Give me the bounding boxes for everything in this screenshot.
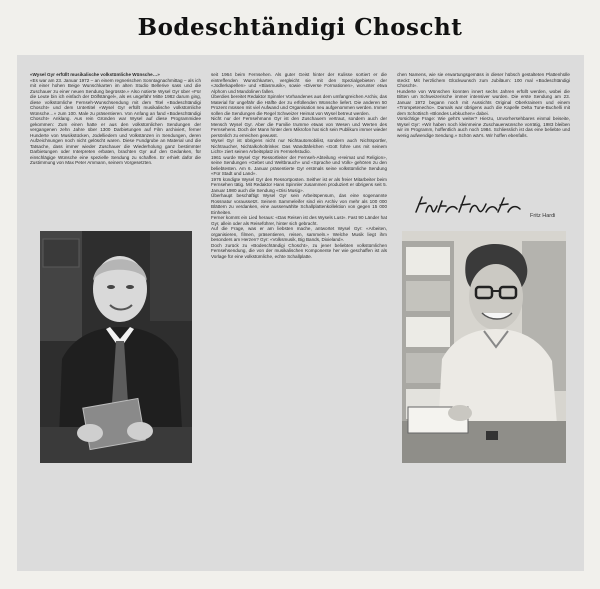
presenter-illustration	[40, 231, 192, 463]
right-text-column	[397, 72, 570, 182]
presenter-photo	[40, 231, 192, 463]
middle-paragraph: Ferner kommt ein Lied heraus: «Das Reisen ist des Wysels Lust». Fast 90 Länder hat Gyr, allein oder als Reiseführer, hinter sich gebracht.	[211, 215, 387, 226]
lead-heading: «Wysel Gyr erfüllt musikalische volkstümliche Wünsche…»	[30, 72, 160, 77]
middle-paragraph: 1976 kündigte Wysel Gyr den Ressortposten. Seither ist er als freier Mitarbeiter beim Fernsehen tätig. Mit Redaktor Hans Spinnler zusammen produziert er übrigens seit 5. Januar 1980 auch die Sendung «Oisi Musig».	[211, 176, 387, 193]
middle-text-column	[211, 72, 387, 564]
middle-paragraph: Nicht nur der Fernsehmann Gyr ist den Zuschauern vertraut, sondern auch der Mensch Wysel Gyr. Aber die Familie trumme etwas von Wesen und Werten des Fernsehens. Doch der Mann hinter dem Mikrofon hat sich sein Publikum immer wieder persönlich zu erreichen gewusst.	[211, 116, 387, 138]
middle-paragraph: Doch zurück zu «Bodeschtändigi Choscht», zu jener beliebten volkstümlichen Fernsehsendung, die von der musikalischen Komponente her wie geschaffen ist als Vorlage für eine volkstümliche, echte Schallplatte.	[211, 242, 387, 259]
page-title: Bodeschtändigi Choscht	[137, 14, 463, 41]
signature-caption: Fritz Hardi	[530, 213, 556, 219]
middle-paragraph: 1961 wurde Wysel Gyr Ressortleiter der Fernseh-Abteilung «Heimat und Religion», seine Sendungen «Gebet und Weltbrauch» und «Sprache und Volk» gehören zu den beliebtesten. Am 6. Januar präsentierte Gyr erstmals seine volkstümliche Sendung «Für Stadt und Land».	[211, 154, 387, 176]
signature-drawing	[412, 192, 524, 220]
archivist-photo	[402, 231, 566, 463]
middle-paragraph: Überhaupt beschäftigt Wysel Gyr sein Arbeitspensum, das eine sogenannte Rossnatur voraussetzt. Seinem Sammeleifer sind ein Archiv von mehr als 100 000 Blättern zu verdanken, eine ausserwählte Schallplattenkollektion von gegen 15 000 Einheiten.	[211, 193, 387, 215]
archivist-illustration	[402, 231, 566, 463]
middle-paragraph: Auf die Frage, was er am liebsten mache, antwortet Wysel Gyr: «Arbeiten, organisieren, filmen, präsentieren, reisen, sammeln.» Welche Musik liegt ihm besonders am Herzen? Gyr: «Volksmusik, Big Bands, Dixieland».	[211, 226, 387, 242]
right-paragraph: chen Namens, wie sie erwartungsgemäss in dieser hübsch gestalteten Plattenhülle steckt: Mit herzlichem Glückwunsch zum Jubiläum: 100 mal «Bodeschtändigi Choscht».	[397, 72, 570, 88]
right-paragraph: Vorsichtige Frage: Wie geht's weiter? Hierzu, Unvorhersehbares einmal beiseite, Wysel Gyr: «Wir haben noch kleinmeine Zuschauerwünsche vorrätig, 1983 bleiben wir im Programm, hoffentlich auch noch 1984. Schliesslich ist das eine beliebte und wenig aufwendige Sendung.» Schön wär's. Wir hoffen ebenfalls.	[397, 116, 570, 138]
signature	[412, 192, 524, 220]
middle-paragraph: seit 1964 beim Fernsehen. Als guter Geist hinter der Kulisse sortiert er die eintreffenden Wunschkarten, vergleicht sie mit den Spezialgebieten der «Jodlerkapellen» und «Blasmusik», sowie «Diverse Formationen», worunter etwa Alphorn und Mandolinen fallen.	[211, 72, 387, 94]
left-text-column	[30, 72, 201, 222]
middle-paragraph: Wysel Gyr ist übrigens nicht nur Nichtautomobilist, sondern auch Nichtsportler, Nichtraucher, Nichtalkoholtrinker. Das Wandtäfelchen «Gott führe uns mit seinem Licht» ziert seinen Arbeitsplatz im Fernsehstudio.	[211, 138, 387, 154]
left-paragraph: «Es war am 23. Januar 1972 – an einem regnerischen Sonntagnachmittag – als ich mit einer hohen Beige Wunschkarten im alten Studio Bellerive sass und die Zuschauer zu einer neuen Sendung begrüsste.» Also notierte Wysel Gyr über «Für die Leute bin ich einfach der Dölfstängel», als es ungefähr Mitte 1982 darum ging, diese volkstümliche Fernseh-Wunschsendung mit dem Titel «Bodeschtändigi Choscht» und dem Untertitel «Wysel Gyr erfüllt musikalische volkstümliche Wünsche…» zum 100. Male zu präsentieren. Von Anfang an fand «Bodeschtändigi Choscht» Anklang. Aus rein Gründen war Wysel auf diese Programmidee gekommen: Zum einen hatte er aus den volkstümlichen Sendungen der vergangenen zehn Jahre über 1300 Darbietungen auf Film archiviert, ferner Hunderte von Musikstücken, Jodelliedern und Volkstänzen in Sendungen, deren Aufzeichnungen noch nicht gelöscht waren. Diese Fundgrube an Material und die Tatsache, dass immer wieder Zuschauer die Wiederholung ganz bestimmter Darbietungen oder Interpreten erbaten, brachten Gyr auf den Gedanken, für einschlägige Wünsche eine spezielle Sendung zu schaffen. Er erhielt dafür die Zustimmung von Max Peter Ammann, seinem Vorgesetzten.	[30, 77, 201, 165]
middle-paragraph: Überdies bereitet Redaktor Spinnler Vorhandenes aus dem umfangreichen Archiv, das Material für ungefähr die Hälfte der zu erfüllenden Wünsche liefert. Die anderen 50 Prozent müssen mit viel Aufwand und Organisation neu aufgenommen werden. Immer sollen die Sendungen die Regel Schweizer Heimat von Wysel betreut werden.	[211, 94, 387, 116]
right-paragraph: Hunderte von Wünschen konnten innert sechs Jahren erfüllt werden, wobei die Bitten um Schweizerische immer intensiver wurden. Die erste Sendung am 23. Januar 1972 begann noch mit Aussichts Original Oberkrainern und einem «Trompetenecho». Damals war übrigens auch die Kapelle Delta Tune-Buchelli mit dem Schottisch «Blondes Lebkuchen» dabei.	[397, 88, 570, 116]
